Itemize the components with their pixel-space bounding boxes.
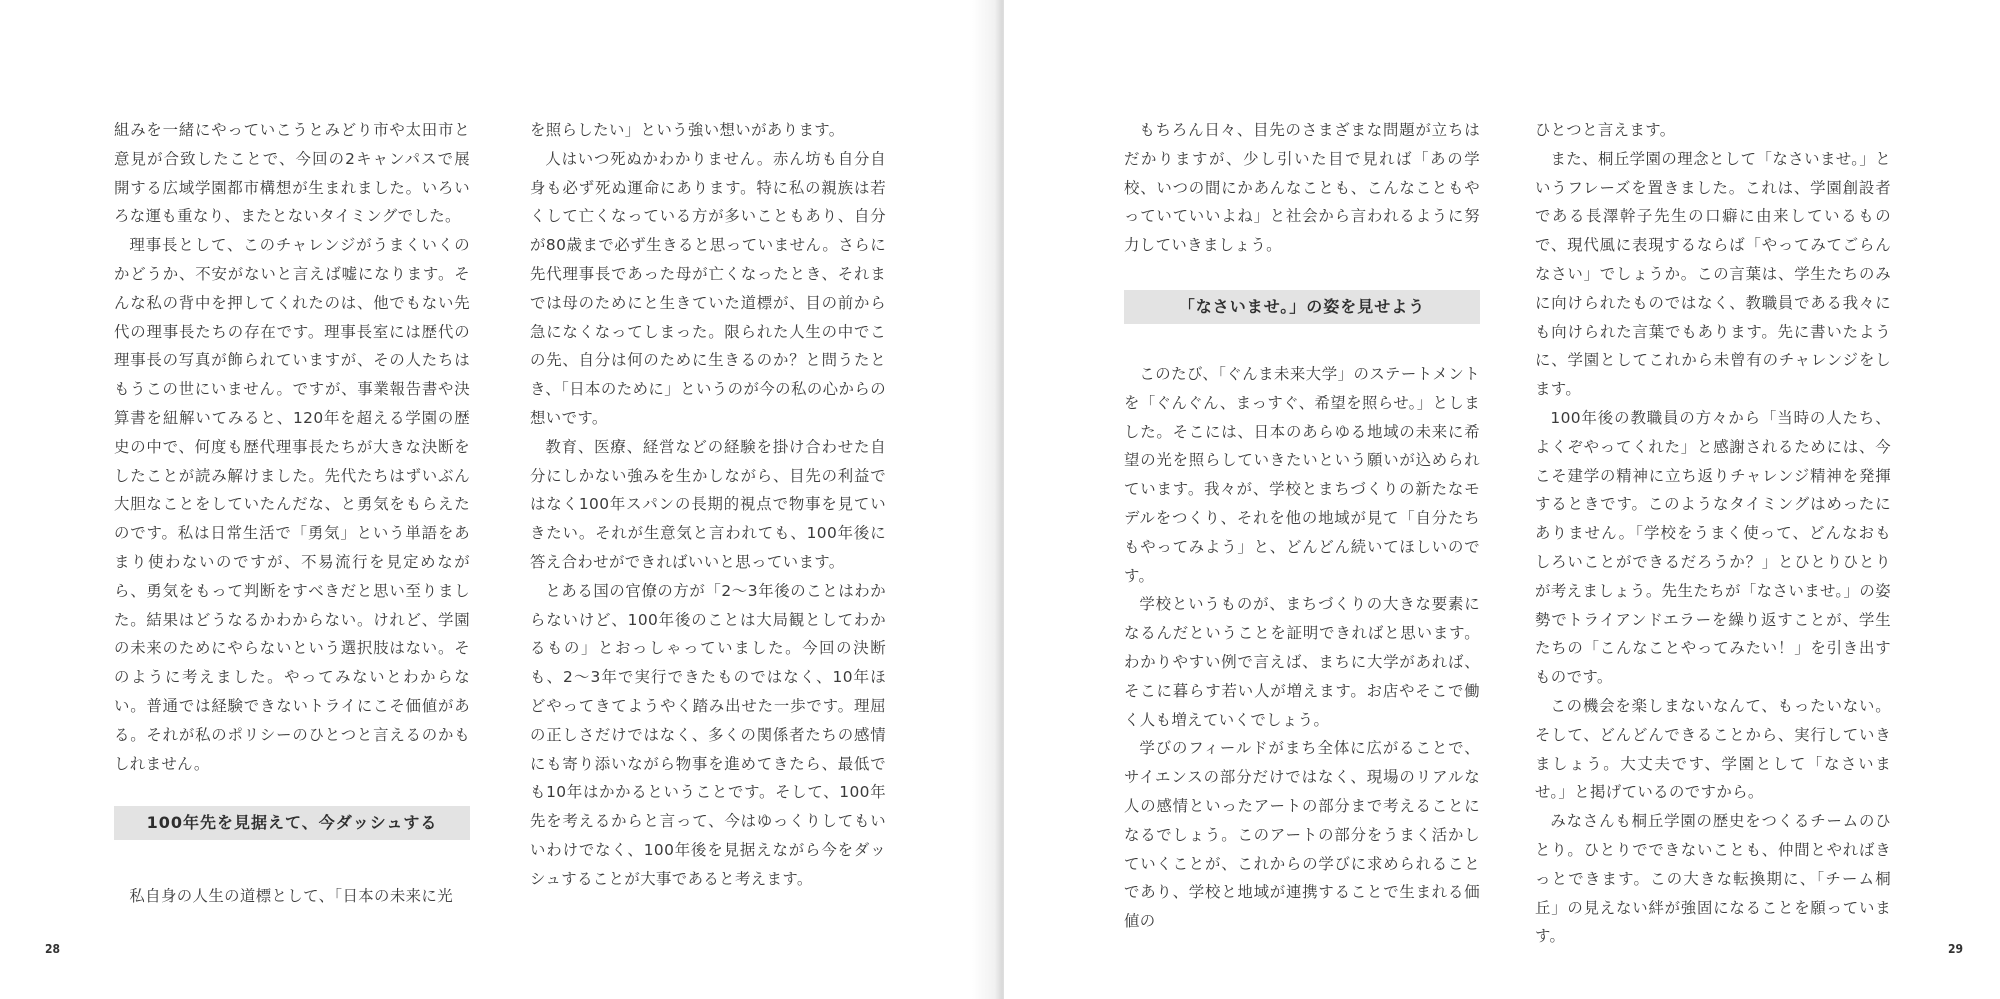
right-page <box>1004 0 2000 999</box>
body-paragraph: 教育、医療、経営などの経験を掛け合わせた自分にしかない強みを生かしながら、目先の利益ではなく100年スパンの長期的視点で物事を見ていきたい。それが生意気と言われても、100年後に答え合わせができればいいと思っています。 <box>530 437 886 571</box>
body-paragraph: を照らしたい」という強い想いがあります。 <box>530 121 845 139</box>
section-heading: 「なさいませ。」の姿を見せよう <box>1124 290 1480 324</box>
body-paragraph: 人はいつ死ぬかわかりません。赤ん坊も自分自身も必ず死ぬ運命にあります。特に私の親族は若くして亡くなっている方が多いこともあり、自分が80歳まで必ず生きると思っていません。さらに先代理事長であった母が亡くなったとき、それまでは母のためにと生きていた道標が、目の前から急になくなってしまった。限られた人生の中でこの先、自分は何のために生きるのか？と問うたとき、「日本のために」というのが今の私の心からの想いです。 <box>530 149 886 427</box>
left-page <box>0 0 996 999</box>
body-paragraph: また、桐丘学園の理念として「なさいませ。」というフレーズを置きました。これは、学園創設者である長澤幹子先生の口癖に由来しているもので、現代風に表現するならば「やってみてごらんなさい」でしょうか。この言葉は、学生たちのみに向けられたものではなく、教職員である我々にも向けられた言葉でもあります。先に書いたように、学園としてこれから未曾有のチャレンジをします。 <box>1535 149 1891 399</box>
body-paragraph: もちろん日々、目先のさまざまな問題が立ちはだかりますが、少し引いた目で見れば「あの学校、いつの間にかあんなことも、こんなこともやっていていいよね」と社会から言われるように努力していきましょう。 <box>1124 121 1480 255</box>
right-page-column-1 <box>1124 116 1480 936</box>
body-paragraph: ひとつと言えます。 <box>1535 121 1676 139</box>
left-page-column-2 <box>530 116 886 894</box>
body-paragraph: 理事長として、このチャレンジがうまくいくのかどうか、不安がないと言えば嘘になります。そんな私の背中を押してくれたのは、他でもない先代の理事長たちの存在です。理事長室には歴代の理事長の写真が飾られていますが、その人たちはもうこの世にいません。ですが、事業報告書や決算書を紐解いてみると、120年を超える学園の歴史の中で、何度も歴代理事長たちが大きな決断をしたことが読み解けました。先代たちはずいぶん大胆なことをしていたんだな、と勇気をもらえたのです。私は日常生活で「勇気」という単語をあまり使わないのですが、不易流行を見定めながら、勇気をもって判断をすべきだと思い至りました。結果はどうなるかわからない。けれど、学園の未来のためにやらないという選択肢はない。そのように考えました。やってみないとわからない。普通では経験できないトライにこそ価値がある。それが私のポリシーのひとつと言えるのかもしれません。 <box>114 236 470 773</box>
page-number: 28 <box>45 942 61 956</box>
page-number: 29 <box>1948 942 1964 956</box>
body-paragraph: 学びのフィールドがまち全体に広がることで、サイエンスの部分だけではなく、現場のリアルな人の感情といったアートの部分まで考えることになるでしょう。このアートの部分をうまく活かしていくことが、これからの学びに求められることであり、学校と地域が連携することで生まれる価値の <box>1124 739 1480 931</box>
body-paragraph: このたび、「ぐんま未来大学」のステートメントを「ぐんぐん、まっすぐ、希望を照らせ。」としました。そこには、日本のあらゆる地域の未来に希望の光を照らしていきたいという願いが込められています。我々が、学校とまちづくりの新たなモデルをつくり、それを他の地域が見て「自分たちもやってみよう」と、どんどん続いてほしいのです。 <box>1124 364 1480 585</box>
body-paragraph: 私自身の人生の道標として、「日本の未来に光 <box>129 887 453 906</box>
body-paragraph: 100年後の教職員の方々から「当時の人たち、よくぞやってくれた」と感謝されるためには、今こそ建学の精神に立ち返りチャレンジ精神を発揮するときです。このようなタイミングはめったにありません。「学校をうまく使って、どんなおもしろいことができるだろうか？」とひとりひとりが考えましょう。先生たちが「なさいませ。」の姿勢でトライアンドエラーを繰り返すことが、学生たちの「こんなことやってみたい！」を引き出すものです。 <box>1535 408 1891 687</box>
body-paragraph: とある国の官僚の方が「2～3年後のことはわからないけど、100年後のことは大局観としてわかるもの」とおっしゃっていました。今回の決断も、2～3年で実行できたものではなく、10年ほどやってきてようやく踏み出せた一歩です。理屈の正しさだけではなく、多くの関係者たちの感情にも寄り添いながら物事を進めてきたら、最低でも10年はかかるということです。そして、100年先を考えるからと言って、今はゆっくりしてもいいわけでなく、100年後を見据えながら今をダッシュすることが大事であると考えます。 <box>530 581 886 888</box>
right-page-column-2 <box>1535 116 1891 951</box>
body-paragraph: みなさんも桐丘学園の歴史をつくるチームのひとり。ひとりでできないことも、仲間とやればきっとできます。この大きな転換期に、「チーム桐丘」の見えない絆が強固になることを願っています。 <box>1535 812 1891 946</box>
body-paragraph: 学校というものが、まちづくりの大きな要素になるんだということを証明できればと思います。わかりやすい例で言えば、まちに大学があれば、そこに暮らす若い人が増えます。お店やそこで働く人も増えていくでしょう。 <box>1124 595 1480 729</box>
body-paragraph: 組みを一緒にやっていこうとみどり市や太田市と意見が合致したことで、今回の2キャンパスで展開する広域学園都市構想が生まれました。いろいろな運も重なり、またとないタイミングでした。 <box>114 121 470 226</box>
section-heading: 100年先を見据えて、今ダッシュする <box>114 806 470 840</box>
body-paragraph: この機会を楽しまないなんて、もったいない。そして、どんどんできることから、実行していきましょう。大丈夫です、学園として「なさいませ。」と掲げているのですから。 <box>1535 696 1891 802</box>
left-page-column-1 <box>114 116 470 911</box>
